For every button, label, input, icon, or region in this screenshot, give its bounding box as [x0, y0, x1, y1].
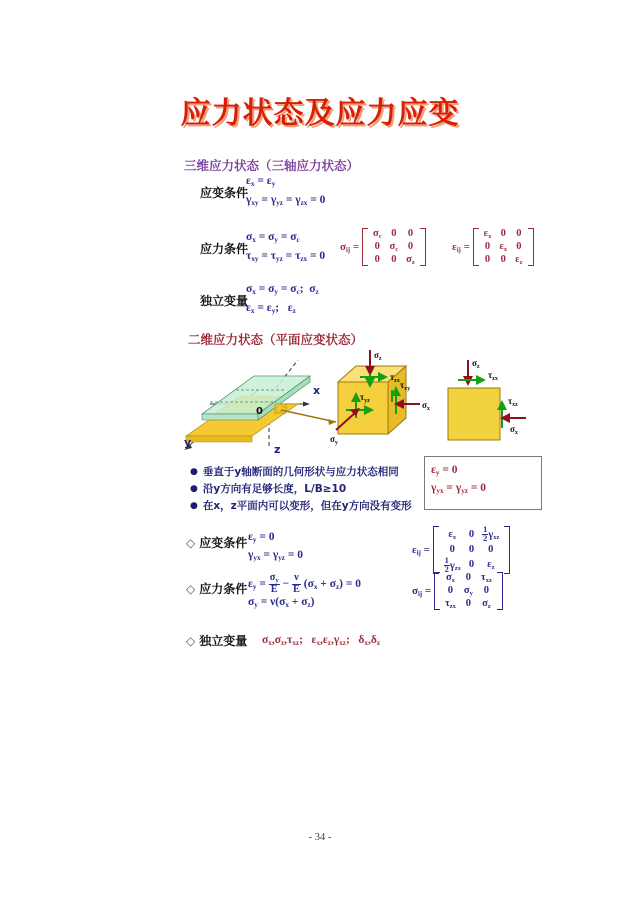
note-eq-2: $\gamma_{yx} = \gamma_{yz} = 0$ — [431, 481, 486, 495]
section-heading-2d: 二维应力状态（平面应变状态） — [188, 332, 364, 347]
diamond-marker-icon: ◇ — [186, 536, 196, 550]
label-independent-vars-3d: 独立变量 — [200, 294, 249, 308]
bullet-item-1: ● 垂直于y轴断面的几何形状与应力状态相同 — [190, 466, 399, 478]
label-independent-vars-2d: ◇ 独立变量 — [186, 634, 248, 648]
square-label-tau-xz: $\tau_{xz}$ — [508, 396, 518, 408]
square-label-sigma-x: $\sigma_x$ — [510, 424, 518, 436]
cube-label-tau-xy: $\tau_{xy}$ — [400, 380, 411, 392]
eq-2d-stress-1: $\varepsilon_y$ = $\frac{\sigma_y}{E}$ − $\frac{\nu}{E}$ $(\sigma_x + \sigma_z) = 0$ — [248, 572, 362, 596]
matrix-epsilon-3d: $\varepsilon_{ij}$ = $\varepsilon_x$ 0 0 0 $\varepsilon_x$ 0 0 0 $\varepsilon_z$ — [452, 228, 534, 266]
cube-label-sigma-x: $\sigma_x$ — [422, 400, 430, 412]
label-stress-condition-3d: 应力条件 — [200, 242, 249, 256]
label-stress-condition-2d: ◇ 应力条件 — [186, 582, 248, 596]
axis-label-z: z — [274, 443, 281, 456]
matrix-sigma-3d: $\sigma_{ij}$ = $\sigma_c$ 0 0 0 $\sigma_c$ 0 0 0 $\sigma_z$ — [340, 228, 426, 266]
eq-3d-strain-1: $\varepsilon_x = \varepsilon_y$ — [246, 175, 276, 188]
square-label-tau-zx: $\tau_{zx}$ — [488, 370, 498, 382]
cube-label-sigma-z: $\sigma_z$ — [374, 350, 382, 362]
page-title: 应力状态及应力应变 — [180, 96, 460, 131]
eq-3d-strain-2: $\gamma_{xy} = \gamma_{yz} = \gamma_{zx} = 0$ — [246, 194, 326, 207]
eq-3d-stress-2: $\tau_{xy} = \tau_{yz} = \tau_{zx} = 0$ — [246, 250, 326, 263]
matrix-epsilon-2d: $\varepsilon_{ij}$ = $\varepsilon_x$ 0 $\frac{1}{2}$ $\gamma_{xz}$ 0 0 0 $\frac{1}{2}$ $\gamma_{zx}$ 0 $\varepsilon_z$ — [412, 526, 510, 574]
axis-label-x: x — [313, 384, 321, 397]
eq-2d-stress-2: $\sigma_y = \nu(\sigma_x + \sigma_z)$ — [248, 596, 315, 609]
origin-label: 0 — [256, 406, 263, 417]
eq-2d-strain-2: $\gamma_{yx} = \gamma_{yz} = 0$ — [248, 549, 303, 562]
note-eq-1: $\varepsilon_y = 0$ — [431, 464, 458, 477]
label-strain-condition-3d: 应变条件 — [200, 186, 249, 200]
matrix-sigma-2d: $\sigma_{ij}$ = $\sigma_x$ 0 $\tau_{xz}$ 0 $\sigma_y$ 0 $\tau_{zx}$ 0 $\sigma_z$ — [412, 572, 503, 610]
section-heading-3d: 三维应力状态（三轴应力状态） — [184, 158, 360, 173]
eq-3d-indep-2: $\varepsilon_x = \varepsilon_y$; $\varepsilon_z$ — [246, 302, 296, 315]
square-diagram — [448, 358, 526, 440]
page-number: - 34 - — [308, 832, 332, 843]
diamond-marker-icon: ◇ — [186, 582, 196, 596]
bullet-item-2: ● 沿y方向有足够长度，L/B≥10 — [190, 483, 347, 495]
bullet-dot-icon: ● — [190, 484, 198, 494]
stress-state-figure — [180, 352, 550, 462]
label-strain-condition-2d: ◇ 应变条件 — [186, 536, 248, 550]
note-box-plane-strain — [424, 456, 542, 510]
cube-label-tau-zx: $\tau_{zx}$ — [390, 372, 400, 384]
cube-label-tau-yz: $\tau_{yz}$ — [360, 392, 370, 404]
bullet-dot-icon: ● — [190, 467, 198, 477]
cube-diagram — [330, 350, 430, 446]
cube-label-sigma-y: $\sigma_y$ — [330, 434, 338, 446]
plane-slab-diagram — [184, 360, 336, 456]
diamond-marker-icon: ◇ — [186, 634, 196, 648]
axis-label-y: y — [184, 436, 192, 449]
square-label-sigma-z: $\sigma_z$ — [472, 358, 480, 370]
eq-3d-stress-1: $\sigma_x = \sigma_y = \sigma_c$ — [246, 231, 300, 244]
eq-3d-indep-1: $\sigma_x = \sigma_y = \sigma_c$; $\sigma_z$ — [246, 283, 319, 296]
bullet-dot-icon: ● — [190, 501, 198, 511]
bullet-item-3: ● 在x，z平面内可以变形，但在y方向没有变形 — [190, 500, 412, 512]
eq-2d-indep: $\sigma_x,\sigma_z,\tau_{xz}$; $\varepsilon_x,\varepsilon_z,\gamma_{xz}$; $\delta_x,\delta_z$ — [262, 634, 380, 647]
eq-2d-strain-1: $\varepsilon_y = 0$ — [248, 531, 275, 544]
